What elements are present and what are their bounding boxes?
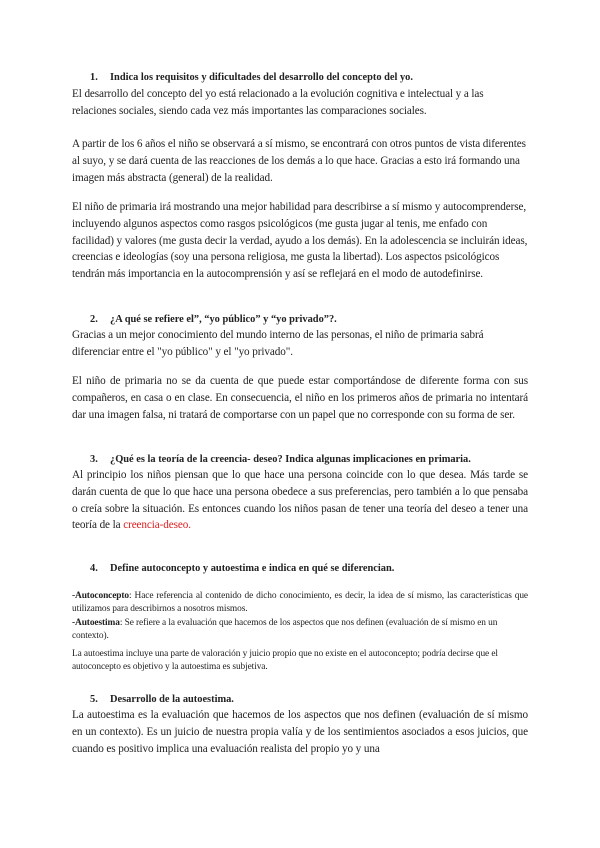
autoconcepto-term: -Autoconcepto [72, 591, 130, 601]
autoestima-definition [72, 617, 528, 643]
autoconcepto-text: : Hace referencia al contenido de dicho conocimiento, es decir, la idea de sí mismo, las características que utilizamos para describirnos a nosotros mismos. [72, 591, 528, 614]
section-2-paragraph-2: El niño de primaria no se da cuenta de que puede estar comportándose de diferente forma con sus compañeros, en casa o en clase. En consecuencia, el niño en los primeros años de primaria no intentará dar una imagen falsa, ni tratará de comportarse con un papel que no corresponde con su forma de ser. [72, 375, 528, 421]
autoestima-text: : Se refiere a la evaluación que hacemos de los aspectos que nos definen (evaluación de sí mismo en un contexto). [72, 618, 498, 641]
section-2-heading [72, 313, 546, 327]
section-4-comparison: La autoestima incluye una parte de valoración y juicio propio que no existe en el autoconcepto; podría decirse que el autoconcepto es objetivo y la autoestima es subjetiva. [72, 649, 498, 672]
section-5-title: Desarrollo de la autoestima. [110, 694, 234, 705]
creencia-deseo-highlight: creencia-deseo. [123, 519, 191, 532]
autoconcepto-definition [72, 590, 528, 616]
section-3-paragraph-1 [72, 467, 528, 534]
section-3-text: Al principio los niños piensan que lo que hace una persona coincide con lo que desea. Más tarde se darán cuenta de que lo que hace una persona obedece a sus preferencias, pero también a lo que pensaba o creía sobre la situación. Es entonces cuando los niños pasan de tener una teoría del deseo a tener una teoría de la [72, 469, 528, 532]
section-1-heading [72, 71, 546, 85]
section-1-paragraph-3: El niño de primaria irá mostrando una mejor habilidad para describirse a sí mismo y autocomprenderse, incluyendo algunos aspectos como rasgos psicológicos (me gusta jugar al tenis, me enfado con facilidad) y valores (me gusta decir la verdad, ayudo a los demás). En la adolescencia se incluirán ideas, creencias e ideologías (soy una persona religiosa, me gusta la libertad). Los aspectos psicológicos tendrán más importancia en la autocomprensión y así se reflejará en el modo de autodefinirse. [72, 201, 528, 281]
section-2-paragraph-1: Gracias a un mejor conocimiento del mundo interno de las personas, el niño de primaria sabrá diferenciar entre el "yo público" y el "yo privado". [72, 329, 484, 358]
section-5-paragraph-1: La autoestima es la evaluación que hacemos de los aspectos que nos definen (evaluación de sí mismo en un contexto). Es un juicio de nuestra propia valía y de los sentimientos asociados a esos juicios, que cuando es positivo implica una evaluación realista del propio yo y una [72, 709, 528, 755]
section-5-heading [72, 693, 546, 707]
section-3-heading [72, 453, 546, 467]
section-4-number: 4. [90, 563, 98, 574]
section-3-title: ¿Qué es la teoría de la creencia- deseo? Indica algunas implicaciones en primaria. [110, 454, 471, 465]
section-1-paragraph-2: A partir de los 6 años el niño se observará a sí mismo, se encontrará con otros puntos de vista diferentes al suyo, y se dará cuenta de las reacciones de los demás a lo que hace. Gracias a esto irá formando una imagen más abstracta (general) de la realidad. [72, 138, 526, 184]
section-1-number: 1. [90, 72, 98, 83]
section-2-title: ¿A qué se refiere el”, “yo público” y “yo privado”?. [110, 314, 337, 325]
section-3-number: 3. [90, 454, 98, 465]
section-5-number: 5. [90, 694, 98, 705]
section-1-paragraph-1: El desarrollo del concepto del yo está relacionado a la evolución cognitiva e intelectual y a las relaciones sociales, siendo cada vez más importantes las comparaciones sociales. [72, 88, 484, 117]
autoestima-term: -Autoestima [72, 618, 120, 628]
section-1-title: Indica los requisitos y dificultades del desarrollo del concepto del yo. [110, 72, 413, 83]
section-4-heading [72, 562, 546, 576]
section-4-title: Define autoconcepto y autoestima e indica en qué se diferencian. [110, 563, 395, 574]
section-2-number: 2. [90, 314, 98, 325]
